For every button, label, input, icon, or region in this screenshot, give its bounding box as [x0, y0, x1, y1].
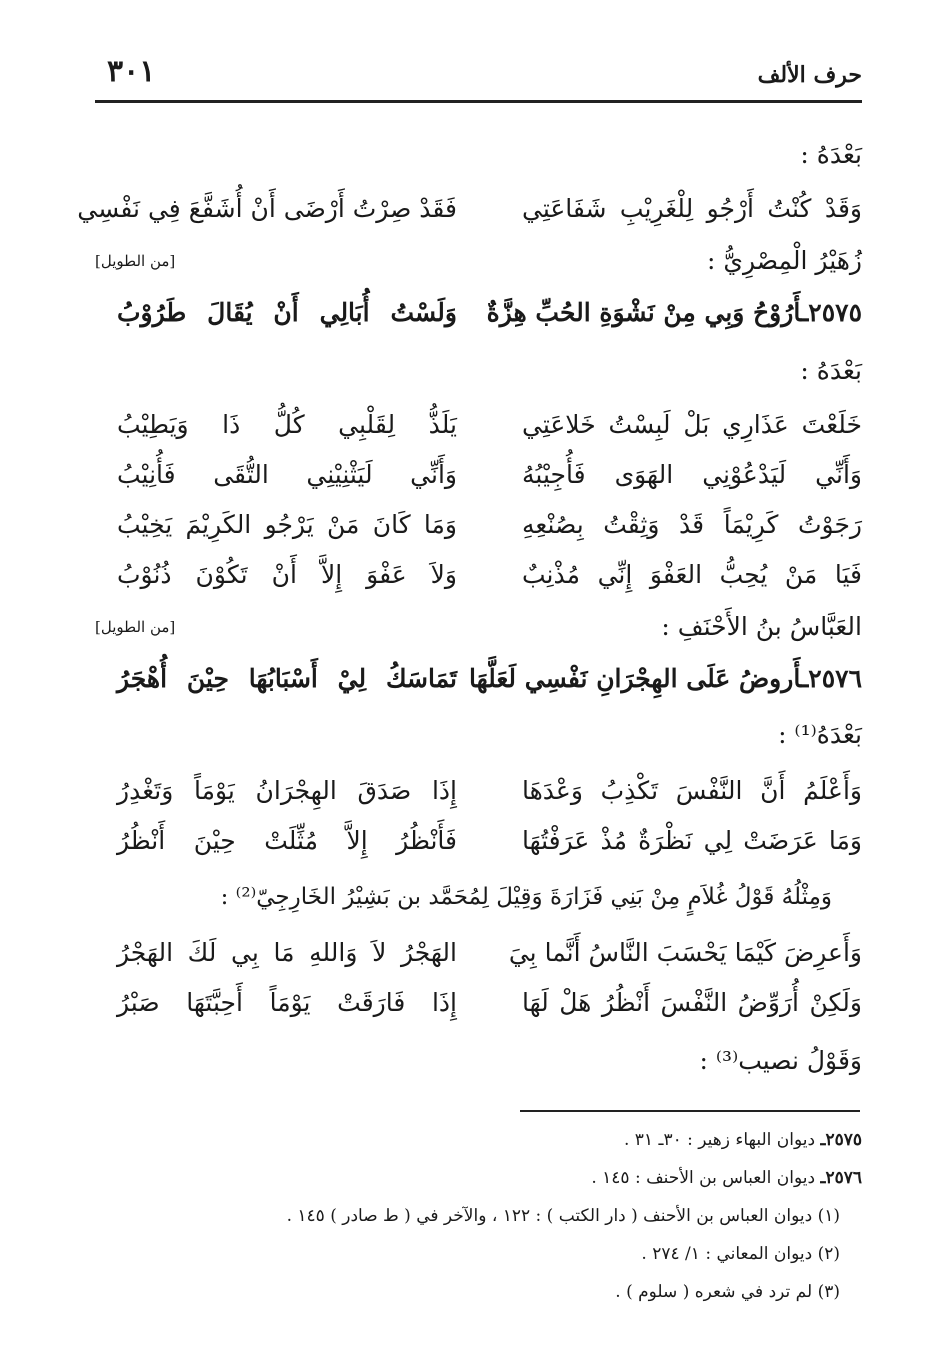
prose-text: وَمِثْلُهُ قَوْلُ غُلاَمٍ مِنْ بَنِي فَزَارَةَ وَقِيْلَ لِمُحَمَّد بن بَشِيْرُ الخَارِجِيّ⁽²⁾ : [220, 884, 832, 910]
verse-first-hemistich: فَيَا مَنْ يُحِبُّ العَفْوَ إِنِّي مُذْنِبٌ [522, 560, 862, 589]
verse-line [95, 982, 862, 1032]
footnote [95, 1168, 862, 1188]
footnote-lead: (٣) [817, 1282, 840, 1302]
verse-line [95, 504, 862, 554]
numbered-verse-line [95, 292, 862, 342]
verse-second-hemistich: فَأَنْظُرُ إِلاَّ مُثِّلَتْ حِيْنَ أَنْظُرُ [117, 826, 457, 855]
footnote-text: لم ترد في شعره ( سلوم ) . [615, 1282, 813, 1302]
entry-number: ٢٥٧٦ـ [800, 664, 862, 693]
footnote-lead: (١) [817, 1206, 840, 1226]
verse-first-hemistich: وَأَعرِضَ كَيْمَا يَحْسَبَ النَّاسُ أَنَّما بِيَ [508, 938, 862, 967]
prose-text: بَعْدَهُ : [800, 140, 862, 169]
verse-second-hemistich: وَمَا كَانَ مَنْ يَرْجُو الكَرِيْمَ يَخِيْبُ [117, 510, 457, 539]
verse-first-hemistich: خَلَعْتَ عَذَارِي بَلْ لَبِسْتُ خَلاعَتِي [522, 410, 862, 439]
poet-name: العَبَّاسُ بنُ الأَحْنَفِ : [661, 612, 862, 641]
running-title: حرف الألف [757, 62, 862, 88]
page-number: ٣٠١ [107, 54, 156, 89]
prose-line [95, 878, 862, 928]
entry-number: ٢٥٧٥ـ [800, 298, 862, 327]
footnote [95, 1206, 840, 1226]
footnote-text: ديوان العباس بن الأحنف : ١٤٥ . [591, 1168, 816, 1188]
verse-first-hemistich: وَلَكِنْ أُرَوِّضُ النَّفْسَ أَنْظُرُ هَلْ لَهَا [522, 988, 862, 1017]
verse-second-hemistich: إِذَا صَدَقَ الهِجْرَانُ يَوْمَاً وَتَغْدِرُ [117, 776, 457, 805]
prose-line [95, 350, 862, 400]
poet-heading [95, 606, 862, 656]
verse-first-hemistich: وَأَنِّي لَيَدْعُوْنِي الهَوَى فَأُجِيْبُهُ [522, 460, 862, 489]
footnote-lead: ٢٥٧٦ـ [820, 1168, 862, 1188]
verse-first-hemistich: وَمَا عَرَضَتْ لِي نَظْرَةٌ مُذْ عَرَفْتُهَا [522, 826, 862, 855]
poet-name: زُهَيْرُ الْمِصْرِيُّ : [707, 246, 862, 275]
prose-line [95, 714, 862, 764]
prose-text: بَعْدَهُ : [800, 356, 862, 385]
verse-first-hemistich: وَقَدْ كُنْتُ أَرْجُو لِلْغَرِيْبِ شَفَاعَتِي [522, 194, 862, 223]
footnote-rule [520, 1110, 860, 1112]
hemistich-text: أَرُوْحُ وَبِي مِنْ نَشْوَةِ الحُبِّ هِزَّةٌ [486, 298, 801, 327]
prose-line [95, 1040, 862, 1090]
footnote [95, 1244, 840, 1264]
verse-line [95, 454, 862, 504]
meter-label: [من الطويل] [95, 252, 176, 270]
footnote-text: ديوان العباس بن الأحنف ( دار الكتب ) : ١٢٢ ، والآخر في ( ط صادر ) ١٤٥ . [286, 1206, 813, 1226]
header-rule [95, 100, 862, 103]
hemistich-text: أَروضُ عَلَى الهِجْرَانِ نَفْسِي لَعَلَّهَا [468, 664, 801, 693]
verse-second-hemistich: تَمَاسَكُ لِيْ أَسْبَابُهَا حِيْنَ أُهْجَرُ [117, 664, 457, 693]
poet-heading [95, 240, 862, 290]
numbered-verse-line [95, 658, 862, 708]
footnote-lead: (٢) [817, 1244, 840, 1264]
verse-second-hemistich: إِذَا فَارَقَتْ يَوْمَاً أَحِبَّتَهَا صَبْرُ [117, 988, 457, 1017]
footnote [95, 1130, 862, 1150]
meter-label: [من الطويل] [95, 618, 176, 636]
verse-first-hemistich [486, 298, 862, 327]
verse-second-hemistich: فَقَدْ صِرْتُ أَرْضَى أَنْ أُشَفَّعَ فِي نَفْسِي [77, 194, 457, 223]
verse-line [95, 932, 862, 982]
footnote [95, 1282, 840, 1302]
verse-line [95, 404, 862, 454]
verse-second-hemistich: وَلَسْتُ أُبَالِي أَنْ يُقَالَ طَرُوْبُ [117, 298, 457, 327]
page-header [95, 52, 862, 96]
verse-line [77, 188, 862, 238]
verse-second-hemistich: الهَجْرُ لاَ وَاللهِ مَا بِي لَكَ الهَجْرُ [117, 938, 457, 967]
verse-second-hemistich: وَأَنِّي لَيَثْنِيْنِي التُّقَى فَأُنِيْبُ [117, 460, 457, 489]
prose-line [95, 134, 862, 184]
verse-first-hemistich: رَجَوْتُ كَرِيْمَاً قَدْ وَثِقْتُ بِصُنْعِهِ [522, 510, 862, 539]
verse-first-hemistich [468, 664, 862, 693]
footnote-text: ديوان البهاء زهير : ٣٠ـ ٣١ . [623, 1130, 816, 1150]
verse-line [95, 770, 862, 820]
footnote-text: ديوان المعاني : ١/ ٢٧٤ . [641, 1244, 813, 1264]
footnote-lead: ٢٥٧٥ـ [820, 1130, 862, 1150]
prose-text: بَعْدَهُ⁽¹⁾ : [778, 720, 862, 749]
verse-first-hemistich: وَأَعْلَمُ أَنَّ النَّفْسَ تَكْذِبُ وَعْدَهَا [522, 776, 862, 805]
verse-second-hemistich: وَلاَ عَفْوَ إِلاَّ أَنْ تَكُوْنَ ذُنُوْبُ [117, 560, 457, 589]
prose-text: وَقَوْلُ نصيب⁽³⁾ : [699, 1046, 862, 1075]
verse-second-hemistich: يَلَذُّ لِقَلْبِي كُلُّ ذَا وَيَطِيْبُ [117, 410, 457, 439]
verse-line [95, 554, 862, 604]
verse-line [95, 820, 862, 870]
